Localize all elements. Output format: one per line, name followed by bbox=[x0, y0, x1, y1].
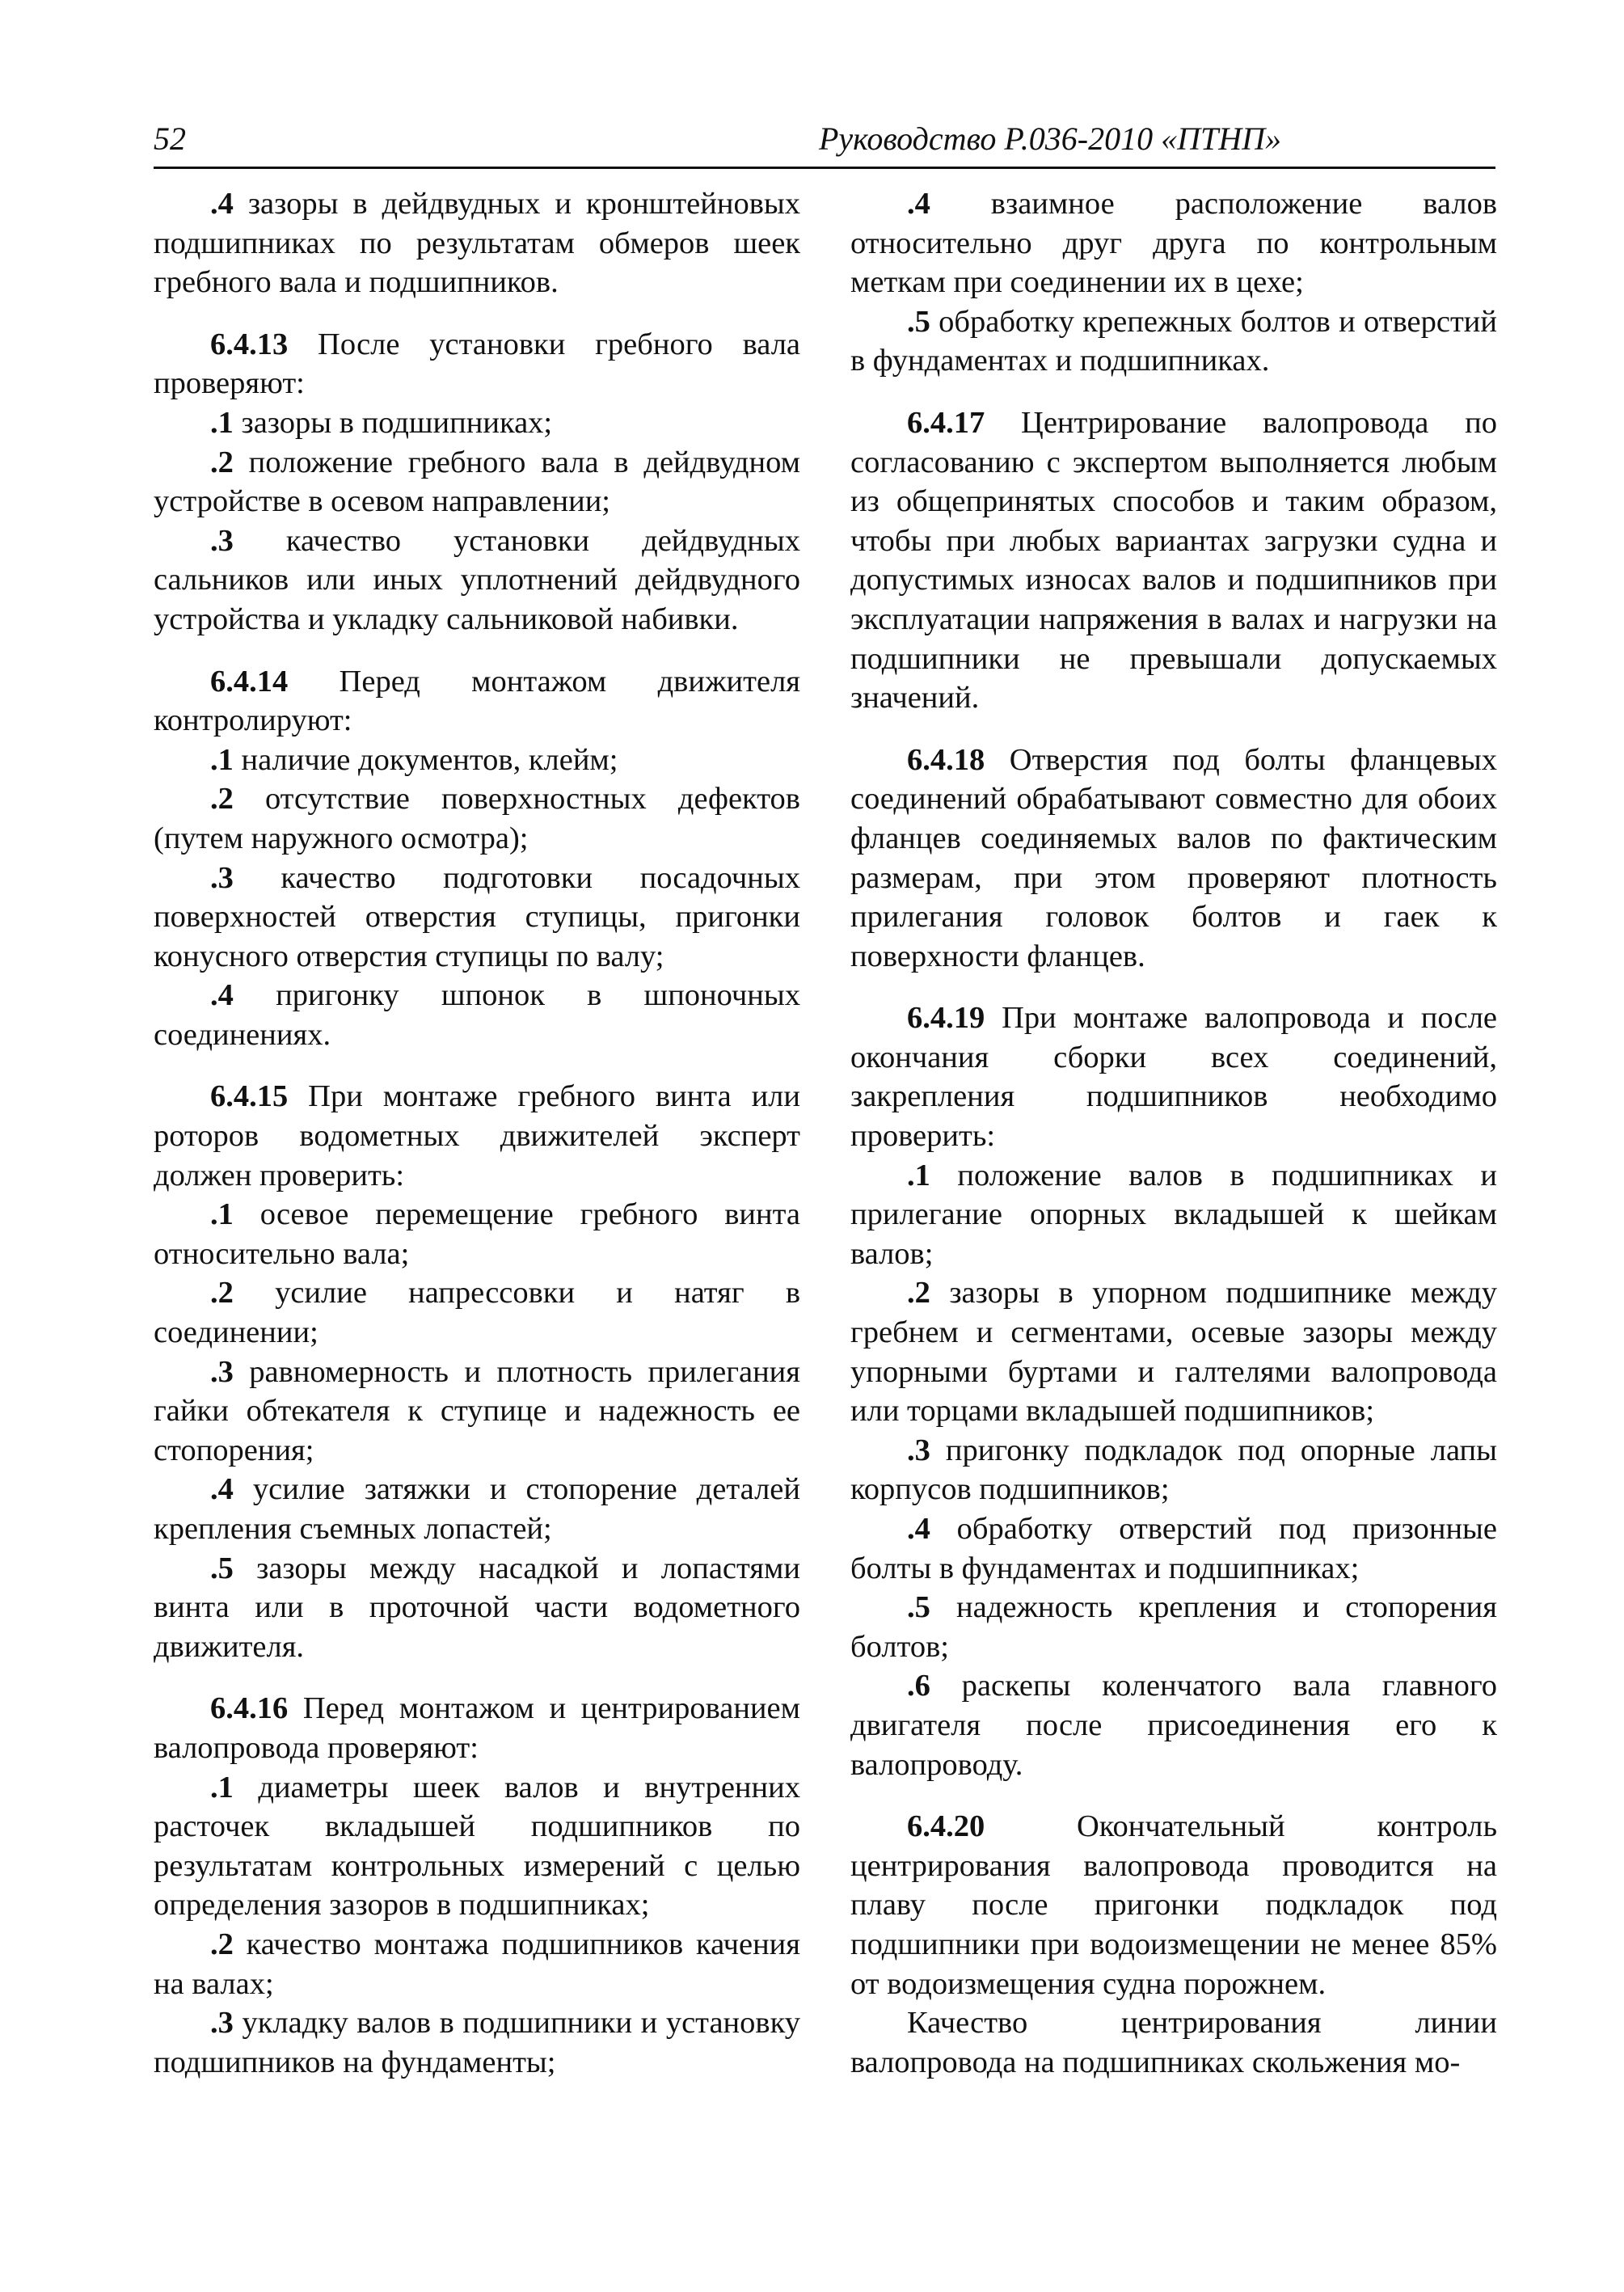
list-item bbox=[154, 184, 800, 302]
list-item bbox=[154, 1925, 800, 2003]
item-number: .1 bbox=[210, 1770, 234, 1804]
list-item bbox=[154, 1353, 800, 1471]
list-item bbox=[154, 741, 800, 780]
item-number: .6 bbox=[907, 1669, 930, 1703]
item-text: усилие напрессовки и натяг в соединении; bbox=[154, 1276, 800, 1350]
item-number: 6.4.14 bbox=[210, 664, 289, 699]
item-number: .1 bbox=[907, 1158, 930, 1192]
item-text: При монтаже гребного винта или роторов водометных движителей эксперт должен проверить: bbox=[154, 1079, 800, 1192]
item-number: .2 bbox=[210, 445, 234, 479]
item-text: положение гребного вала в дейдвудном устройстве в осевом направлении; bbox=[154, 445, 800, 519]
item-number: .4 bbox=[907, 187, 930, 221]
list-item bbox=[154, 443, 800, 521]
item-number: 6.4.16 bbox=[210, 1691, 289, 1726]
section-paragraph bbox=[154, 1077, 800, 1195]
list-item bbox=[850, 302, 1497, 381]
item-number: .4 bbox=[210, 978, 234, 1013]
item-text: надежность крепления и стопорения болтов; bbox=[850, 1590, 1497, 1664]
item-text: Перед монтажом и центрированием валопровода проверяют: bbox=[154, 1691, 800, 1765]
list-item bbox=[154, 779, 800, 858]
section-paragraph bbox=[154, 1689, 800, 1767]
list-item bbox=[154, 1768, 800, 1925]
item-number: .2 bbox=[210, 1276, 234, 1311]
item-text: зазоры в дейдвудных и кронштейновых подшипниках по результатам обмеров шеек гребного вала и подшипников. bbox=[154, 187, 800, 300]
list-item bbox=[850, 1431, 1497, 1509]
item-text: Центрирование валопровода по согласованию с экспертом выполняется любым из общепринятых способов и таким образом, чтобы при любых вариантах загрузки судна и допустимых износах валов и подшипников при эксплуатации напряжения в валах и нагрузки на подшипники не превышали допускаемых значений. bbox=[850, 405, 1497, 715]
list-item bbox=[154, 1195, 800, 1273]
item-text: зазоры между насадкой и лопастями винта или в проточной части водометного движителя. bbox=[154, 1551, 800, 1664]
item-text: После установки гребного вала проверяют: bbox=[154, 327, 800, 401]
section-paragraph bbox=[850, 403, 1497, 718]
page-header bbox=[154, 115, 1495, 169]
item-text: обработку крепежных болтов и отверстий в фундаментах и подшипниках. bbox=[850, 304, 1497, 378]
list-item bbox=[850, 1509, 1497, 1588]
item-text: усилие затяжки и стопорение деталей крепления съемных лопастей; bbox=[154, 1472, 800, 1546]
item-text: Качество центрирования линии валопровода на подшипниках скольжения мо- bbox=[850, 2006, 1497, 2079]
item-number: .3 bbox=[907, 1433, 930, 1467]
list-item bbox=[850, 1156, 1497, 1274]
list-item bbox=[154, 1273, 800, 1352]
item-number: .5 bbox=[907, 1590, 930, 1625]
list-item bbox=[154, 1549, 800, 1667]
item-text: качество монтажа подшипников качения на валах; bbox=[154, 1927, 800, 2001]
item-text: качество подготовки посадочных поверхностей отверстия ступицы, пригонки конусного отверстия ступицы по валу; bbox=[154, 860, 800, 973]
item-text: раскепы коленчатого вала главного двигателя после присоединения его к валопроводу. bbox=[850, 1669, 1497, 1782]
list-item bbox=[850, 2003, 1497, 2082]
item-text: пригонку подкладок под опорные лапы корпусов подшипников; bbox=[850, 1433, 1497, 1507]
list-item bbox=[154, 403, 800, 443]
list-item bbox=[850, 1273, 1497, 1430]
page-number: 52 bbox=[154, 120, 186, 157]
item-text: пригонку шпонок в шпоночных соединениях. bbox=[154, 978, 800, 1052]
running-title: Руководство Р.036-2010 «ПТНП» bbox=[818, 120, 1281, 157]
item-number: 6.4.13 bbox=[210, 327, 289, 361]
item-text: При монтаже валопровода и после окончания сборки всех соединений, закрепления подшипников необходимо проверить: bbox=[850, 1001, 1497, 1154]
item-text: Отверстия под болты фланцевых соединений обрабатывают совместно для обоих фланцев соединяемых валов по фактическим размерам, при этом проверяют плотность прилегания головок болтов и гаек к поверхности фланцев. bbox=[850, 742, 1497, 973]
item-number: .4 bbox=[210, 1472, 234, 1507]
item-text: положение валов в подшипниках и прилегание опорных вкладышей к шейкам валов; bbox=[850, 1158, 1497, 1271]
list-item bbox=[850, 1588, 1497, 1666]
item-number: .2 bbox=[210, 1927, 234, 1961]
item-number: 6.4.20 bbox=[907, 1809, 985, 1844]
item-number: 6.4.17 bbox=[907, 405, 985, 440]
list-item bbox=[154, 976, 800, 1054]
item-number: .3 bbox=[210, 860, 234, 895]
item-text: зазоры в подшипниках; bbox=[233, 405, 553, 440]
item-number: .2 bbox=[907, 1276, 930, 1311]
item-text: осевое перемещение гребного винта относительно вала; bbox=[154, 1197, 800, 1271]
section-paragraph bbox=[850, 741, 1497, 977]
item-number: .3 bbox=[210, 2006, 234, 2041]
item-number: .1 bbox=[210, 405, 234, 440]
item-number: .4 bbox=[210, 187, 234, 221]
right-column bbox=[850, 184, 1497, 2082]
item-text: наличие документов, клейм; bbox=[233, 742, 618, 777]
section-paragraph bbox=[154, 662, 800, 741]
item-number: .1 bbox=[210, 742, 234, 777]
item-text: взаимное расположение валов относительно друг друга по контрольным меткам при соединении их в цехе; bbox=[850, 187, 1497, 300]
section-paragraph bbox=[850, 998, 1497, 1155]
item-number: .1 bbox=[210, 1197, 234, 1232]
item-text: диаметры шеек валов и внутренних расточек вкладышей подшипников по результатам контрольных измерений с целью определения зазоров в подшипниках; bbox=[154, 1770, 800, 1923]
item-number: 6.4.15 bbox=[210, 1079, 289, 1114]
item-text: обработку отверстий под призонные болты в фундаментах и подшипниках; bbox=[850, 1512, 1497, 1585]
item-text: качество установки дейдвудных сальников или иных уплотнений дейдвудного устройства и укладку сальниковой набивки. bbox=[154, 523, 800, 636]
item-number: .4 bbox=[907, 1512, 930, 1546]
item-text: укладку валов в подшипники и установку подшипников на фундаменты; bbox=[154, 2006, 800, 2079]
list-item bbox=[850, 184, 1497, 302]
item-text: Перед монтажом движителя контролируют: bbox=[154, 664, 800, 738]
item-number: .3 bbox=[210, 523, 234, 558]
item-text: зазоры в упорном подшипнике между гребнем и сегментами, осевые зазоры между упорными буртами и галтелями валопровода или торцами вкладышей подшипников; bbox=[850, 1276, 1497, 1429]
list-item bbox=[154, 2003, 800, 2082]
list-item bbox=[154, 521, 800, 639]
section-paragraph bbox=[850, 1807, 1497, 2003]
item-number: .2 bbox=[210, 782, 234, 817]
item-number: .5 bbox=[210, 1551, 234, 1585]
item-text: Окончательный контроль центрирования валопровода проводится на плаву после пригонки подкладок под подшипники при водоизмещении не менее 85% от водоизмещения судна порожнем. bbox=[850, 1809, 1497, 2001]
item-text: равномерность и плотность прилегания гайки обтекателя к ступице и надежность ее стопорения; bbox=[154, 1354, 800, 1467]
item-number: 6.4.19 bbox=[907, 1001, 985, 1036]
list-item bbox=[154, 859, 800, 977]
item-number: 6.4.18 bbox=[907, 742, 985, 777]
item-number: .5 bbox=[907, 304, 930, 339]
item-text: отсутствие поверхностных дефектов (путем наружного осмотра); bbox=[154, 782, 800, 855]
item-number: .3 bbox=[210, 1354, 234, 1389]
left-column bbox=[154, 184, 800, 2082]
section-paragraph bbox=[154, 325, 800, 403]
list-item bbox=[850, 1666, 1497, 1784]
list-item bbox=[154, 1470, 800, 1548]
